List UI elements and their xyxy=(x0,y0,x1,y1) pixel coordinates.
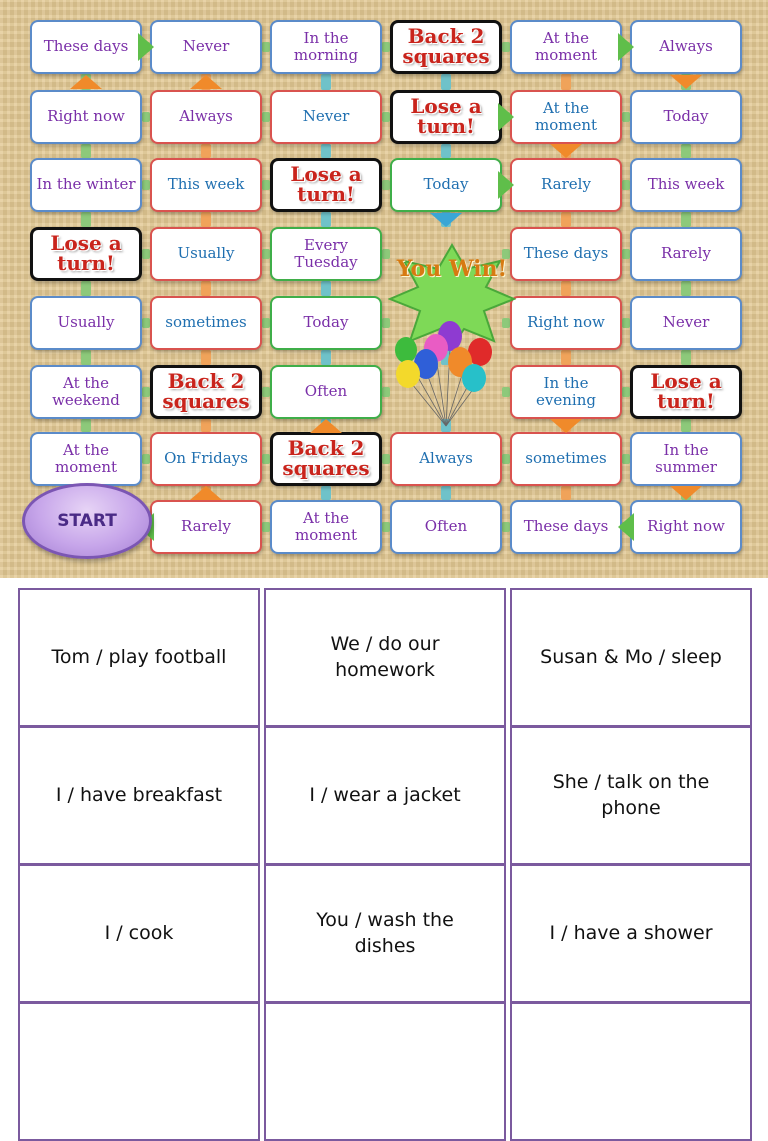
board-square: Rarely xyxy=(510,158,622,212)
sentence-card: I / wear a jacket xyxy=(264,726,506,865)
connector-v xyxy=(201,144,211,158)
board-square: In the winter xyxy=(30,158,142,212)
connector-h xyxy=(262,249,270,259)
connector-v xyxy=(321,350,331,365)
board-square: At the moment xyxy=(510,20,622,74)
board-square: Rarely xyxy=(150,500,262,554)
connector-v xyxy=(561,281,571,296)
board-square: Never xyxy=(270,90,382,144)
board-square: Every Tuesday xyxy=(270,227,382,281)
connector-v xyxy=(321,144,331,158)
special-square: Lose a turn! xyxy=(630,365,742,419)
board-square: Today xyxy=(630,90,742,144)
board-square: Right now xyxy=(30,90,142,144)
arrow-up-icon xyxy=(190,75,222,89)
connector-h xyxy=(142,112,150,122)
connector-v xyxy=(321,212,331,227)
sentence-cards xyxy=(0,578,768,1024)
connector-v xyxy=(561,486,571,500)
connector-v xyxy=(81,419,91,432)
connector-h xyxy=(262,454,270,464)
connector-h xyxy=(262,112,270,122)
connector-v xyxy=(81,144,91,158)
connector-v xyxy=(561,212,571,227)
board-square: These days xyxy=(30,20,142,74)
board-square: These days xyxy=(510,227,622,281)
board-square: This week xyxy=(630,158,742,212)
arrow-down-icon xyxy=(430,213,462,227)
connector-h xyxy=(382,112,390,122)
connector-h xyxy=(142,318,150,328)
connector-v xyxy=(681,281,691,296)
board-square: Today xyxy=(270,296,382,350)
connector-v xyxy=(441,74,451,90)
connector-h xyxy=(502,42,510,52)
board-square: Today xyxy=(390,158,502,212)
sentence-card: We / do our homework xyxy=(264,588,506,727)
connector-v xyxy=(441,486,451,500)
board-square: Usually xyxy=(150,227,262,281)
board-square: Always xyxy=(150,90,262,144)
balloons-icon xyxy=(388,318,504,430)
special-square: Back 2 squares xyxy=(390,20,502,74)
connector-h xyxy=(622,249,630,259)
connector-h xyxy=(622,387,630,397)
connector-v xyxy=(681,419,691,432)
board-square: In the summer xyxy=(630,432,742,486)
board-square: At the moment xyxy=(30,432,142,486)
board-square: Usually xyxy=(30,296,142,350)
connector-v xyxy=(201,281,211,296)
connector-v xyxy=(681,144,691,158)
arrow-down-icon xyxy=(670,486,702,500)
board-square: At the weekend xyxy=(30,365,142,419)
sentence-card xyxy=(510,1002,752,1141)
arrow-right-icon xyxy=(498,171,514,199)
connector-v xyxy=(681,212,691,227)
board-square: Always xyxy=(390,432,502,486)
board-square: Never xyxy=(150,20,262,74)
connector-h xyxy=(622,112,630,122)
connector-h xyxy=(382,522,390,532)
connector-h xyxy=(142,249,150,259)
connector-v xyxy=(321,74,331,90)
special-square: Lose a turn! xyxy=(270,158,382,212)
board-square: This week xyxy=(150,158,262,212)
connector-h xyxy=(262,522,270,532)
arrow-down-icon xyxy=(670,75,702,89)
connector-h xyxy=(622,180,630,190)
board-square: Always xyxy=(630,20,742,74)
arrow-right-icon xyxy=(498,103,514,131)
connector-h xyxy=(262,387,270,397)
board-square: Rarely xyxy=(630,227,742,281)
connector-v xyxy=(561,350,571,365)
special-square: Lose a turn! xyxy=(390,90,502,144)
connector-h xyxy=(262,180,270,190)
arrow-right-icon xyxy=(618,33,634,61)
start-button[interactable]: START xyxy=(22,483,152,559)
special-square: Back 2 squares xyxy=(270,432,382,486)
board-square: Often xyxy=(390,500,502,554)
connector-v xyxy=(321,486,331,500)
board-square: sometimes xyxy=(150,296,262,350)
sentence-card: You / wash the dishes xyxy=(264,864,506,1003)
board-square: Right now xyxy=(630,500,742,554)
connector-h xyxy=(622,454,630,464)
arrow-down-icon xyxy=(550,144,582,158)
sentence-card: Tom / play football xyxy=(18,588,260,727)
board-square: In the morning xyxy=(270,20,382,74)
sentence-card: I / have breakfast xyxy=(18,726,260,865)
connector-v xyxy=(201,350,211,365)
connector-h xyxy=(262,318,270,328)
connector-h xyxy=(142,454,150,464)
sentence-card: Susan & Mo / sleep xyxy=(510,588,752,727)
connector-v xyxy=(441,144,451,158)
connector-h xyxy=(382,180,390,190)
connector-h xyxy=(262,42,270,52)
connector-h xyxy=(142,180,150,190)
sentence-card: I / have a shower xyxy=(510,864,752,1003)
sentence-card: I / cook xyxy=(18,864,260,1003)
board-square: Often xyxy=(270,365,382,419)
arrow-up-icon xyxy=(70,75,102,89)
arrow-down-icon xyxy=(550,419,582,433)
board-square: At the moment xyxy=(270,500,382,554)
sentence-card xyxy=(264,1002,506,1141)
connector-v xyxy=(321,281,331,296)
arrow-right-icon xyxy=(138,33,154,61)
connector-v xyxy=(561,74,571,90)
board-square: On Fridays xyxy=(150,432,262,486)
sentence-card: She / talk on the phone xyxy=(510,726,752,865)
connector-v xyxy=(81,281,91,296)
sentence-card xyxy=(18,1002,260,1141)
connector-h xyxy=(382,42,390,52)
board-square: Never xyxy=(630,296,742,350)
connector-h xyxy=(502,454,510,464)
connector-v xyxy=(681,350,691,365)
board-square: sometimes xyxy=(510,432,622,486)
board-square: In the evening xyxy=(510,365,622,419)
connector-v xyxy=(201,212,211,227)
win-label: You Win! xyxy=(396,256,508,282)
connector-v xyxy=(201,419,211,432)
board-square: Right now xyxy=(510,296,622,350)
connector-v xyxy=(81,212,91,227)
arrow-up-icon xyxy=(190,486,222,500)
arrow-left-icon xyxy=(618,513,634,541)
arrow-up-icon xyxy=(310,419,342,433)
board-square: These days xyxy=(510,500,622,554)
connector-v xyxy=(81,350,91,365)
special-square: Lose a turn! xyxy=(30,227,142,281)
connector-h xyxy=(622,318,630,328)
board-square: At the moment xyxy=(510,90,622,144)
special-square: Back 2 squares xyxy=(150,365,262,419)
connector-h xyxy=(142,387,150,397)
connector-h xyxy=(382,454,390,464)
connector-h xyxy=(502,522,510,532)
